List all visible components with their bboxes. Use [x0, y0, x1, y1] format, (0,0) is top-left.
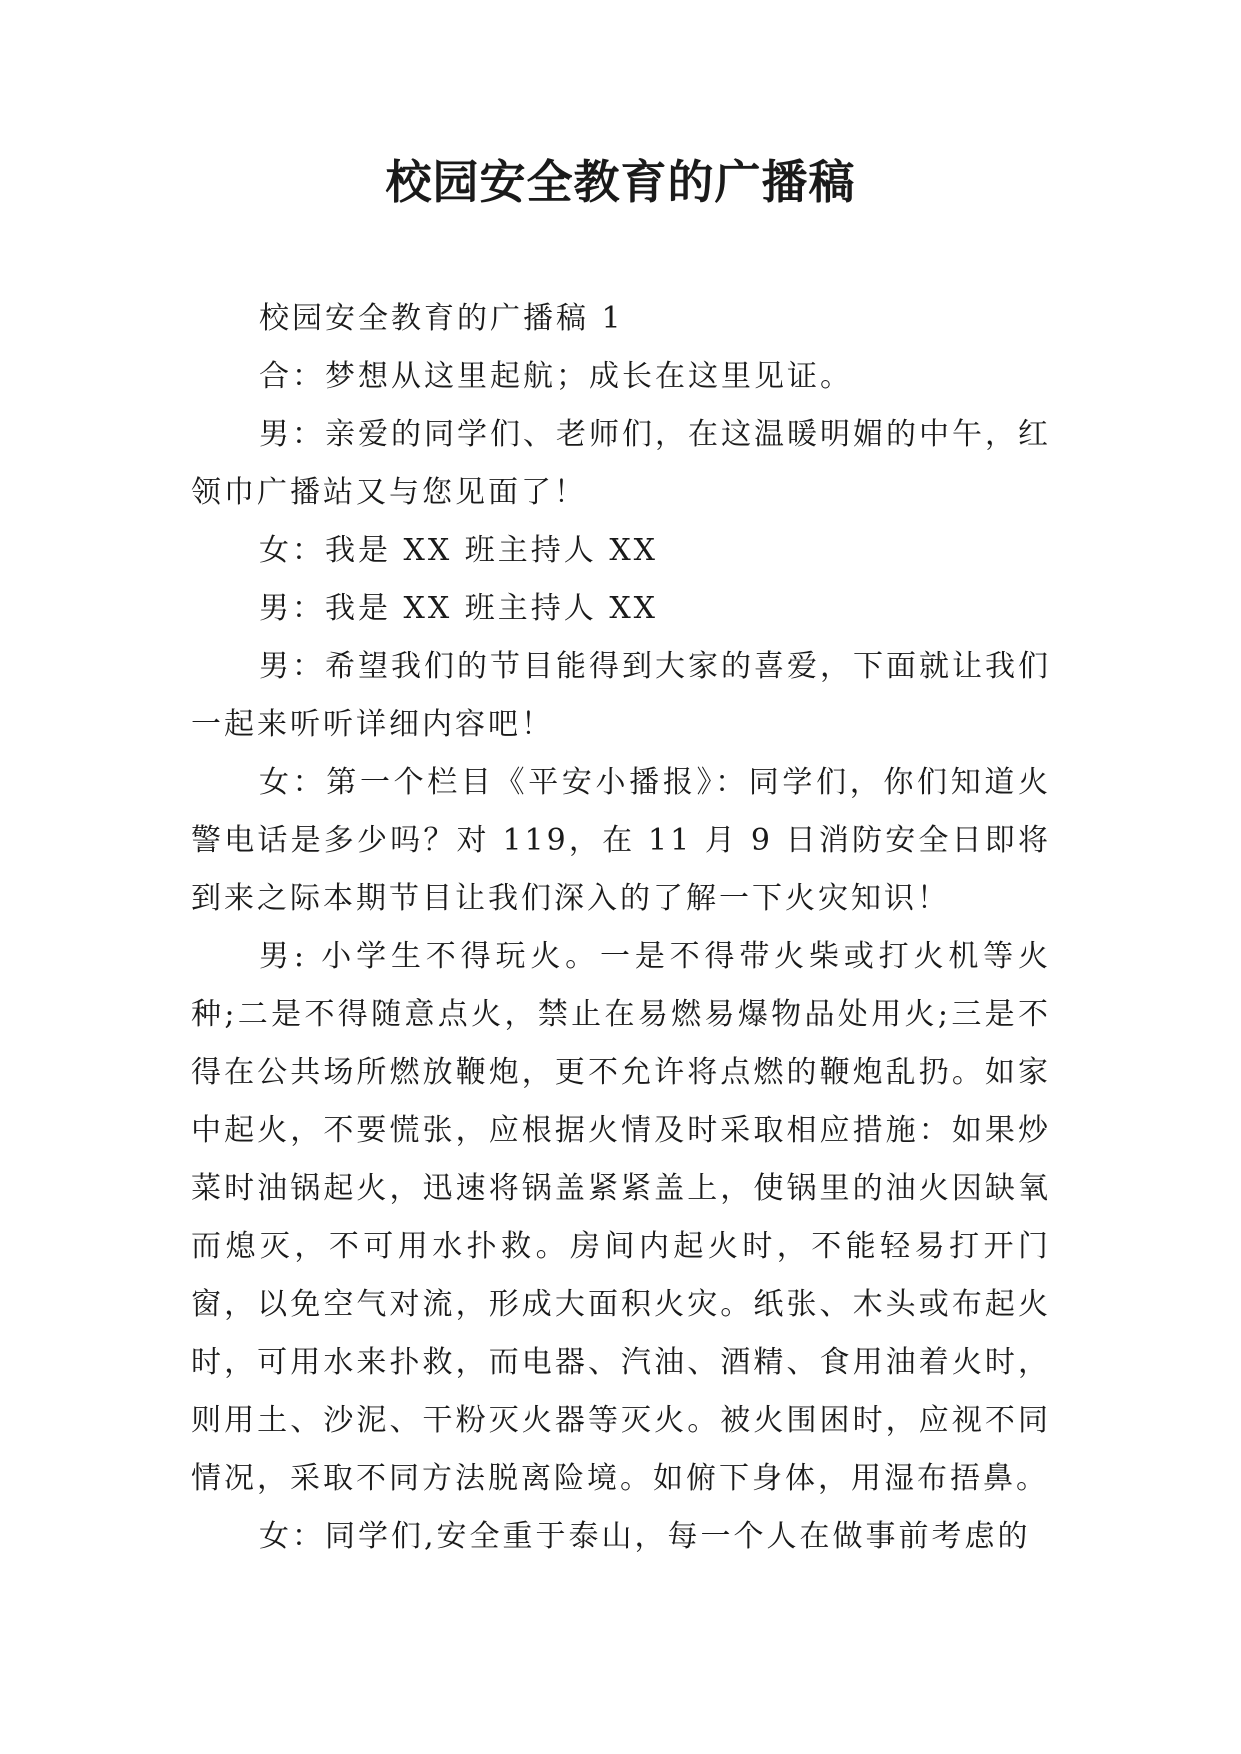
paragraph: 男：我是 XX 班主持人 XX [259, 591, 659, 626]
paragraph: 女：同学们,安全重于泰山，每一个人在做事前考虑的 [259, 1519, 1031, 1554]
document-body [191, 290, 1051, 1566]
paragraph: 男：亲爱的同学们、老师们，在这温暖明媚的中午，红领巾广播站又与您见面了！ [191, 417, 1051, 510]
paragraph: 男：希望我们的节目能得到大家的喜爱，下面就让我们一起来听听详细内容吧！ [191, 649, 1051, 742]
paragraph-heading: 校园安全教育的广播稿 1 [259, 301, 624, 336]
paragraph: 男: 小学生不得玩火。一是不得带火柴或打火机等火种;二是不得随意点火，禁止在易燃易爆物品处用火;三是不得在公共场所燃放鞭炮，更不允许将点燃的鞭炮乱扔。如家中起火，不要慌张，应根据火情及时采取相应措施：如果炒菜时油锅起火，迅速将锅盖紧紧盖上，使锅里的油火因缺氧而熄灭，不可用水扑救。房间内起火时，不能轻易打开门窗，以免空气对流，形成大面积火灾。纸张、木头或布起火时，可用水来扑救，而电器、汽油、酒精、食用油着火时，则用土、沙泥、干粉灭火器等灭火。被火围困时，应视不同情况，采取不同方法脱离险境。如俯下身体，用湿布捂鼻。 [191, 939, 1051, 1496]
document-title: 校园安全教育的广播稿 [385, 155, 856, 209]
paragraph: 女：我是 XX 班主持人 XX [259, 533, 659, 568]
paragraph: 女：第一个栏目《平安小播报》：同学们，你们知道火警电话是多少吗？对 119，在 11 月 9 日消防安全日即将到来之际本期节目让我们深入的了解一下火灾知识！ [191, 765, 1051, 916]
paragraph: 合：梦想从这里起航；成长在这里见证。 [259, 359, 853, 394]
